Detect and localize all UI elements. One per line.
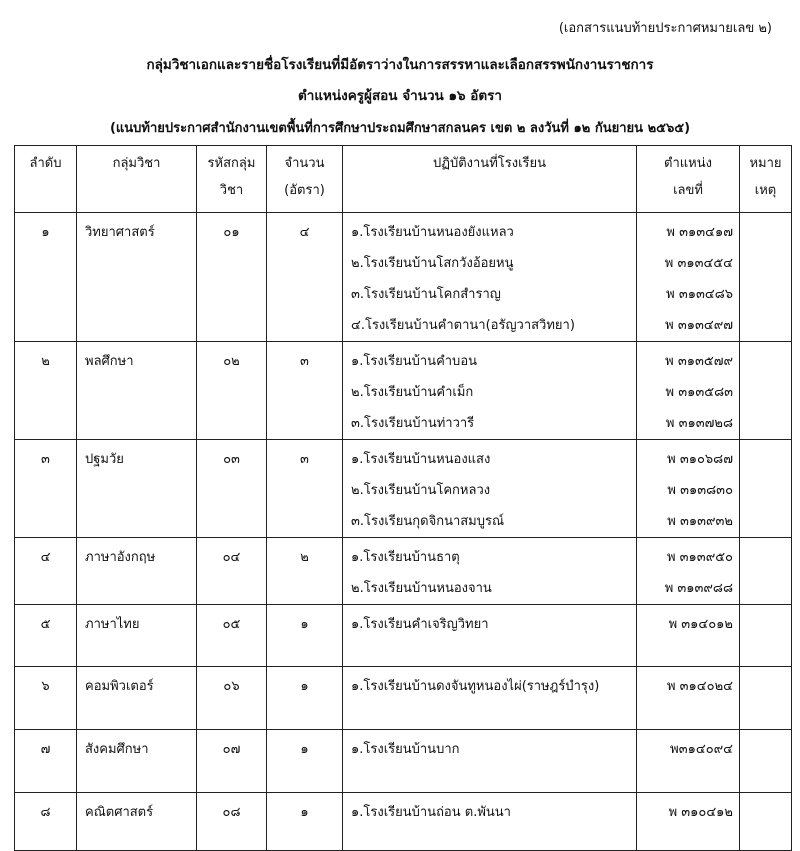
position-number: พ ๓๑๔๐๒๔ [666,679,733,694]
row-count [267,440,343,538]
count-value: ๓ [300,452,309,467]
code-value: ๐๘ [222,805,241,820]
row-positions [637,605,740,667]
order-value: ๓ [41,452,50,467]
row-positions [637,213,740,342]
school-name: ๒.โรงเรียนบ้านโสกวังอ้อยหนู [351,256,514,271]
row-order [15,793,77,851]
order-value: ๖ [41,679,50,694]
table-row [15,605,792,667]
table-row [15,213,792,342]
code-value: ๐๕ [222,617,241,632]
row-code [197,342,267,440]
header-title: กลุ่มวิชาเอกและรายชื่อโรงเรียนที่มีอัตราว่างในการสรรหาและเลือกสรรพนักงานราชการ [146,57,654,73]
row-schools [343,440,637,538]
vacancy-table [14,145,792,851]
code-value: ๐๑ [223,225,240,240]
row-schools [343,538,637,605]
row-positions [637,538,740,605]
table-row [15,793,792,851]
row-schools [343,793,637,851]
code-value: ๐๔ [222,550,241,565]
header-position: ตำแหน่งครูผู้สอน จำนวน ๑๖ อัตรา [297,88,502,104]
row-subject [77,213,197,342]
row-subject [77,730,197,793]
row-note [740,793,792,851]
row-code [197,667,267,730]
table-row [15,667,792,730]
header-school: ปฏิบัติงานที่โรงเรียน [343,146,637,213]
count-value: ๓ [300,354,309,369]
row-note [740,730,792,793]
row-note [740,667,792,730]
row-note [740,538,792,605]
row-positions [637,342,740,440]
row-count [267,538,343,605]
subject-value: คณิตศาสตร์ [85,805,154,820]
school-name: ๑.โรงเรียนบ้านถ่อน ต.พันนา [351,805,511,820]
row-code [197,730,267,793]
row-positions [637,730,740,793]
count-value: ๑ [300,679,309,694]
row-positions [637,667,740,730]
header-order: ลำดับ [15,146,77,213]
position-number: พ ๓๑๓๙๕๐ [666,550,733,565]
row-note [740,342,792,440]
row-count [267,213,343,342]
row-schools [343,342,637,440]
school-name: ๓.โรงเรียนบ้านโคกสำราญ [351,287,501,302]
position-number: พ ๓๑๔๐๑๒ [668,617,733,632]
code-value: ๐๓ [223,452,240,467]
row-count [267,342,343,440]
order-value: ๘ [40,805,51,820]
header-reference: (แนบท้ายประกาศสำนักงานเขตพื้นที่การศึกษาประถมศึกษาสกลนคร เขต ๒ ลงวันที่ ๑๒ กันยายน ๒๕๖๕) [109,121,691,136]
row-code [197,793,267,851]
order-value: ๔ [40,550,51,565]
row-subject [77,342,197,440]
position-number: พ ๓๑๓๔๕๔ [664,256,733,271]
subject-value: พลศึกษา [85,354,134,369]
subject-value: ภาษาไทย [85,617,140,632]
code-value: ๐๗ [222,742,241,757]
header-position: ตำแหน่ง เลขที่ [637,146,740,213]
position-number: พ ๓๑๓๔๘๖ [666,287,733,302]
school-name: ๒.โรงเรียนบ้านหนองจาน [351,581,492,596]
school-name: ๔.โรงเรียนบ้านคำตานา(อรัญวาสวิทยา) [351,318,575,333]
order-value: ๗ [40,742,51,757]
table-row [15,538,792,605]
row-order [15,605,77,667]
row-schools [343,213,637,342]
count-value: ๑ [300,805,309,820]
school-name: ๑.โรงเรียนบ้านคำบอน [351,354,478,369]
school-name: ๑.โรงเรียนบ้านดงจันทูหนองไผ่(ราษฎร์บำรุง) [351,679,600,694]
row-order [15,667,77,730]
table-header-row [15,146,792,213]
order-value: ๒ [41,354,50,369]
header-code: รหัสกลุ่ม วิชา [197,146,267,213]
table-row [15,730,792,793]
position-number: พ ๓๑๐๔๑๒ [668,805,733,820]
position-number: พ ๓๑๐๖๘๗ [667,452,733,467]
order-value: ๕ [40,617,51,632]
row-subject [77,605,197,667]
row-count [267,793,343,851]
row-code [197,440,267,538]
subject-value: สังคมศึกษา [85,742,149,757]
position-number: พ ๓๑๓๙๘๘ [664,581,733,596]
position-number: พ ๓๑๓๔๑๗ [666,225,733,240]
school-name: ๑.โรงเรียนบ้านหนองยังแหลว [351,225,514,240]
row-subject [77,667,197,730]
row-subject [77,793,197,851]
row-count [267,605,343,667]
school-name: ๓.โรงเรียนบ้านท่าวารี [351,416,475,431]
school-name: ๑.โรงเรียนบ้านธาตุ [351,550,460,565]
code-value: ๐๒ [223,354,240,369]
school-name: ๒.โรงเรียนบ้านคำเม็ก [351,385,474,400]
count-value: ๒ [300,550,309,565]
table-row [15,440,792,538]
position-number: พ ๓๑๓๔๙๗ [665,318,733,333]
row-code [197,213,267,342]
attachment-note: (เอกสารแนบท้ายประกาศหมายเลข ๒) [558,21,772,36]
row-order [15,730,77,793]
row-note [740,213,792,342]
subject-value: ภาษาอังกฤษ [85,550,156,565]
position-number: พ ๓๑๓๘๓๐ [667,483,733,498]
school-name: ๓.โรงเรียนกุดจิกนาสมบูรณ์ [351,514,505,529]
position-number: พ ๓๑๓๗๒๘ [665,416,733,431]
row-subject [77,440,197,538]
row-order [15,538,77,605]
header-count: จำนวน (อัตรา) [267,146,343,213]
order-value: ๑ [41,225,50,240]
row-note [740,440,792,538]
position-number: พ ๓๑๓๙๓๒ [667,514,733,529]
row-count [267,730,343,793]
row-subject [77,538,197,605]
count-value: ๑ [300,617,309,632]
row-order [15,213,77,342]
school-name: ๑.โรงเรียนคำเจริญวิทยา [351,617,489,632]
position-number: พ ๓๑๓๕๘๓ [665,385,733,400]
header-subject: กลุ่มวิชา [77,146,197,213]
row-count [267,667,343,730]
row-positions [637,440,740,538]
row-order [15,440,77,538]
count-value: ๔ [299,225,310,240]
row-schools [343,605,637,667]
school-name: ๑.โรงเรียนบ้านบาก [351,742,460,757]
header-note: หมาย เหตุ [740,146,792,213]
row-positions [637,793,740,851]
row-note [740,605,792,667]
subject-value: คอมพิวเตอร์ [85,679,154,694]
school-name: ๑.โรงเรียนบ้านหนองแสง [351,452,491,467]
subject-value: วิทยาศาสตร์ [85,225,155,240]
row-schools [343,730,637,793]
position-number: พ ๓๑๓๕๗๙ [665,354,733,369]
school-name: ๒.โรงเรียนบ้านโคกหลวง [351,483,491,498]
position-number: พ๓๑๔๐๙๔ [670,742,733,757]
code-value: ๐๖ [223,679,240,694]
subject-value: ปฐมวัย [85,452,124,467]
row-code [197,538,267,605]
row-code [197,605,267,667]
table-row [15,342,792,440]
row-schools [343,667,637,730]
row-order [15,342,77,440]
count-value: ๑ [300,742,309,757]
